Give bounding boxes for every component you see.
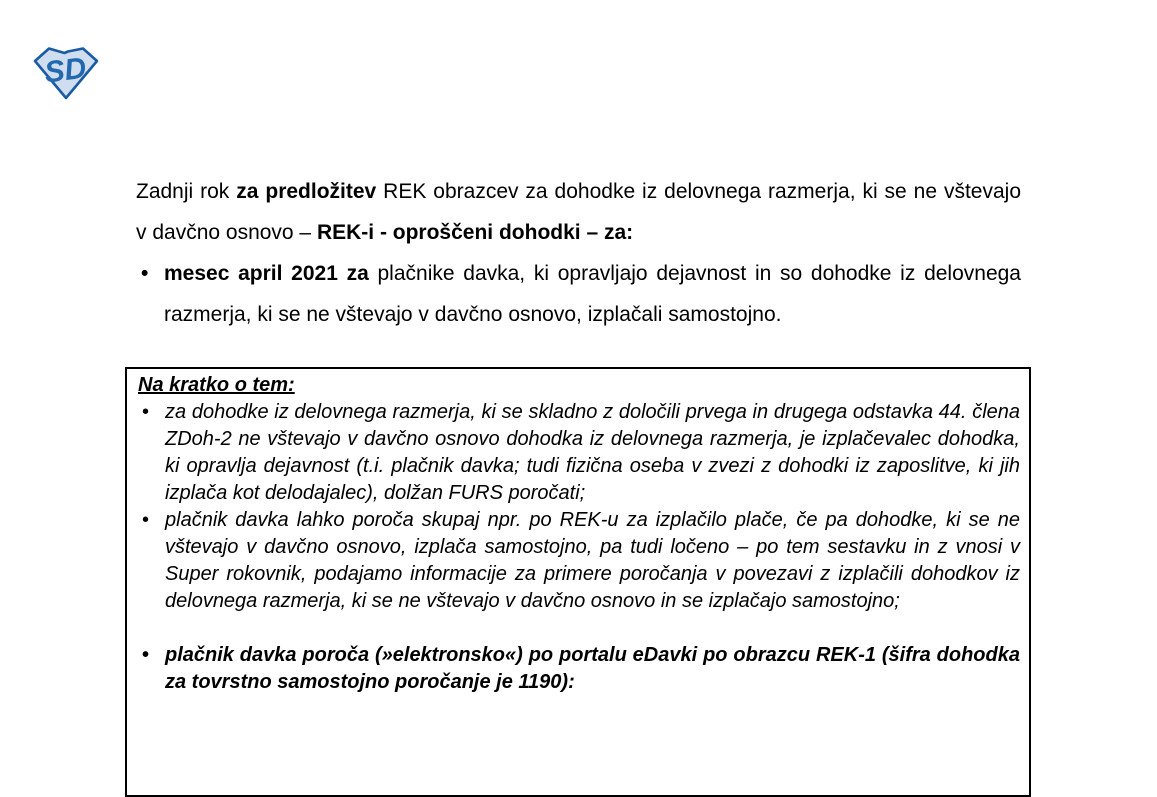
document-body: [136, 171, 1021, 335]
summary-bullet-list: [138, 399, 1020, 696]
sd-shield-logo-icon: [32, 45, 100, 101]
intro-text-bold: REK-i - oproščeni dohodki – za:: [316, 221, 634, 244]
summary-box-heading: [138, 372, 1020, 399]
intro-text: REK obrazcev za dohodke iz delovnega razmerja, ki se ne vštevajo v davčno osnovo –: [136, 180, 1022, 244]
logo: [32, 45, 100, 101]
deadline-list-item: [136, 253, 1021, 335]
intro-paragraph: [136, 171, 1021, 253]
deadline-item-text: plačnike davka, ki opravljajo dejavnost in so dohodke iz delovnega razmerja, ki se ne vštevajo v davčno osnovo, izplačali samostojno.: [164, 262, 1021, 326]
intro-text-bold: za predložitev: [236, 180, 377, 203]
summary-bullet-3: • plačnik davka poroča (»elektronsko«) po portalu eDavki po obrazcu REK-1 (šifra dohodka za tovrstno samostojno poročanje je 1190):: [138, 642, 1020, 696]
deadline-item-bold: mesec april 2021 za: [164, 262, 369, 285]
deadline-list: [136, 253, 1021, 335]
summary-box-heading-text: Na kratko o tem:: [138, 374, 295, 396]
summary-bullet-2: • plačnik davka lahko poroča skupaj npr. po REK-u za izplačilo plače, če pa dohodke, ki se ne vštevajo v davčno osnovo, izplača samostojno, pa tudi ločeno – po tem sestavku in z vnosi v Super rokovnik, podajamo informacije za primere poročanja v povezavi z izplačili dohodkov iz delovnega razmerja, ki se ne vštevajo v davčno osnovo in se izplačajo samostojno;: [138, 507, 1020, 615]
summary-box: [125, 367, 1031, 797]
summary-bullet-1: • za dohodke iz delovnega razmerja, ki se skladno z določili prvega in drugega odstavka 44. člena ZDoh-2 ne vštevajo v davčno osnovo dohodka iz delovnega razmerja, je izplačevalec dohodka, ki opravlja dejavnost (t.i. plačnik davka; tudi fizična oseba v zvezi z dohodki iz zaposlitve, ki jih izplača kot delodajalec), dolžan FURS poročati;: [138, 399, 1020, 507]
logo-letters: SD: [42, 51, 89, 90]
intro-text: Zadnji rok: [136, 180, 237, 203]
